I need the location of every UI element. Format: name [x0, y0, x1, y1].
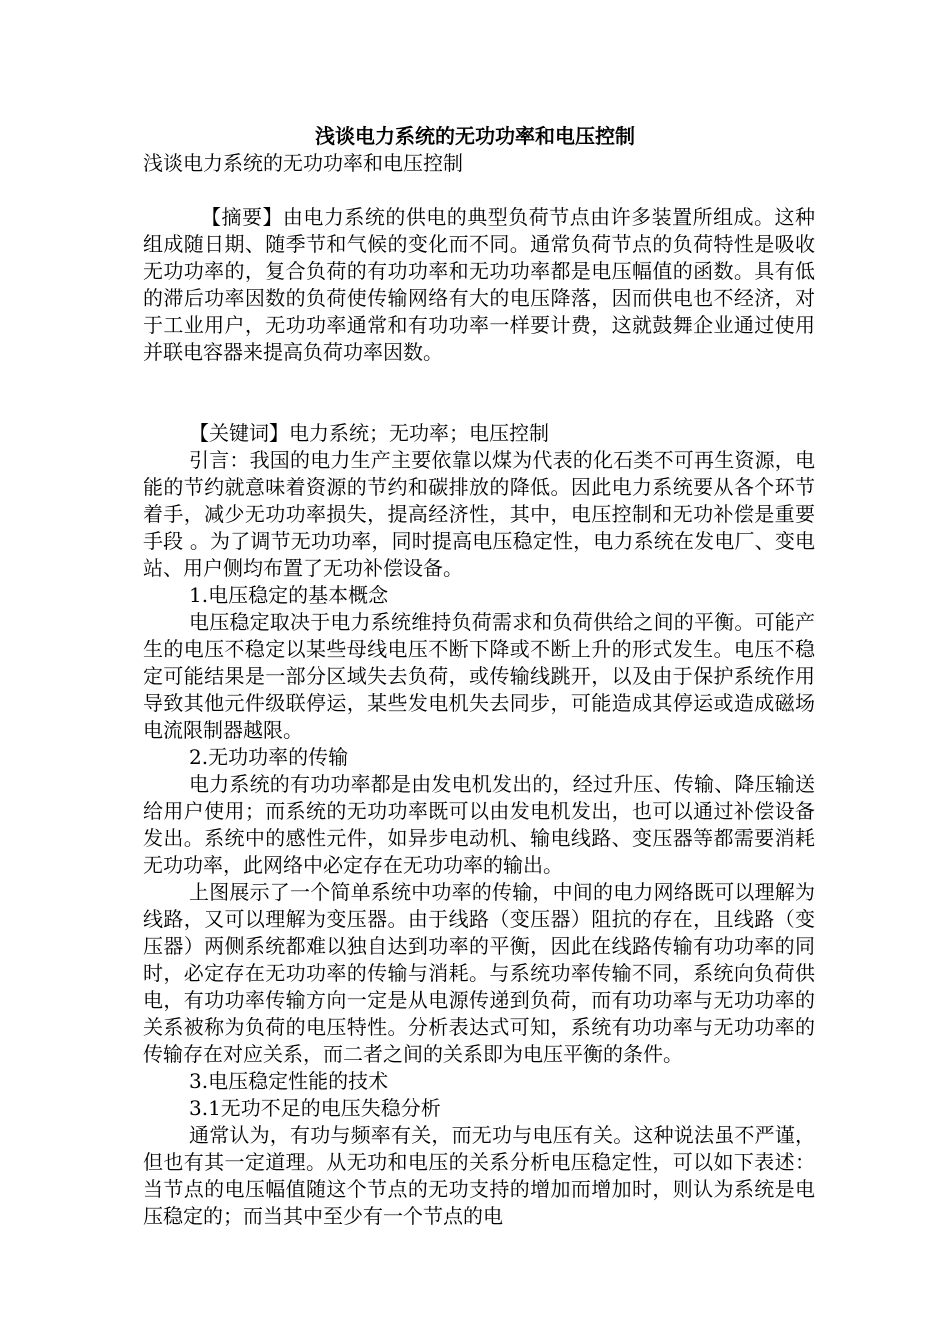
document-body [143, 150, 815, 1230]
section-3-1-paragraph: 通常认为，有功与频率有关，而无功与电压有关。这种说法虽不严谨，但也有其一定道理。从无功和电压的关系分析电压稳定性，可以如下表述：当节点的电压幅值随这个节点的无功支持的增加而增加时，则认为系统是电压稳定的；而当其中至少有一个节点的电 [143, 1123, 815, 1228]
document-subtitle: 浅谈电力系统的无功功率和电压控制 [143, 151, 463, 175]
section-2-heading: 2.无功功率的传输 [189, 745, 349, 769]
section-1-heading: 1.电压稳定的基本概念 [189, 583, 389, 607]
section-3-1-heading: 3.1无功不足的电压失稳分析 [189, 1096, 441, 1120]
blank-line [143, 177, 815, 204]
document-title: 浅谈电力系统的无功功率和电压控制 [315, 124, 635, 148]
section-1-paragraph: 电压稳定取决于电力系统维持负荷需求和负荷供给之间的平衡。可能产生的电压不稳定以某些母线电压不断下降或不断上升的形式发生。电压不稳定可能结果是一部分区域失去负荷，或传输线跳开，以及由于保护系统作用导致其他元件级联停运，某些发电机失去同步，可能造成其停运或造成磁场电流限制器越限。 [143, 610, 815, 742]
blank-line [143, 393, 815, 420]
blank-line [143, 366, 815, 393]
section-3-heading: 3.电压稳定性能的技术 [189, 1069, 389, 1093]
abstract-paragraph: 【摘要】由电力系统的供电的典型负荷节点由许多装置所组成。这种组成随日期、随季节和气候的变化而不同。通常负荷节点的负荷特性是吸收无功功率的，复合负荷的有功功率和无功功率都是电压幅值的函数。具有低的滞后功率因数的负荷使传输网络有大的电压降落，因而供电也不经济，对于工业用户，无功功率通常和有功功率一样要计费，这就鼓舞企业通过使用并联电容器来提高负荷功率因数。 [143, 205, 815, 364]
section-2-paragraph-2: 上图展示了一个简单系统中功率的传输，中间的电力网络既可以理解为线路，又可以理解为变压器。由于线路（变压器）阻抗的存在，且线路（变压器）两侧系统都难以独自达到功率的平衡，因此在线路传输有功功率的同时，必定存在无功功率的传输与消耗。与系统功率传输不同，系统向负荷供电，有功功率传输方向一定是从电源传递到负荷，而有功功率与无功功率的关系被称为负荷的电压特性。分析表达式可知，系统有功功率与无功功率的传输存在对应关系，而二者之间的关系即为电压平衡的条件。 [143, 880, 815, 1066]
section-2-paragraph-1: 电力系统的有功功率都是由发电机发出的，经过升压、传输、降压输送给用户使用；而系统的无功功率既可以由发电机发出，也可以通过补偿设备发出。系统中的感性元件，如异步电动机、输电线路、变压器等都需要消耗无功功率，此网络中必定存在无功功率的输出。 [143, 772, 815, 877]
intro-paragraph: 引言：我国的电力生产主要依靠以煤为代表的化石类不可再生资源，电能的节约就意味着资源的节约和碳排放的降低。因此电力系统要从各个环节着手，减少无功功率损失，提高经济性，其中，电压控制和无功补偿是重要手段 。为了调节无功功率，同时提高电压稳定性，电力系统在发电厂、变电站、用户侧均布置了无功补偿设备。 [143, 448, 815, 580]
keywords-line: 【关键词】电力系统；无功率；电压控制 [189, 421, 549, 445]
